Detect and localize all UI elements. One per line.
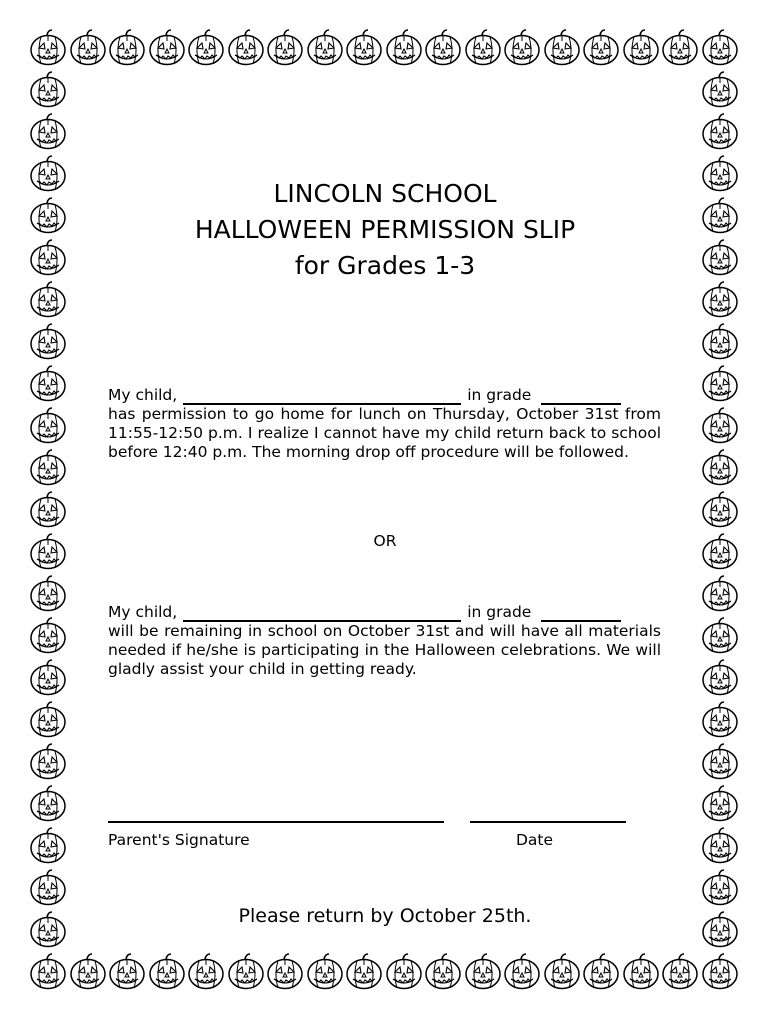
jack-o-lantern-icon — [542, 952, 582, 992]
jack-o-lantern-icon — [28, 70, 68, 110]
jack-o-lantern-icon — [28, 406, 68, 446]
jack-o-lantern-icon — [28, 28, 68, 68]
jack-o-lantern-icon — [700, 742, 740, 782]
lunch-option-paragraph — [108, 386, 661, 462]
grade-blank[interactable] — [541, 389, 621, 405]
jack-o-lantern-icon — [621, 952, 661, 992]
child-name-blank[interactable] — [183, 389, 461, 405]
jack-o-lantern-icon — [28, 490, 68, 530]
jack-o-lantern-icon — [384, 952, 424, 992]
stay-option-text: will be remaining in school on October 31st and will have all materials needed if he/she is participating in the Halloween celebrations. We will gladly assist your child in getting ready. — [108, 622, 661, 678]
jack-o-lantern-icon — [107, 952, 147, 992]
jack-o-lantern-icon — [344, 28, 384, 68]
jack-o-lantern-icon — [28, 616, 68, 656]
jack-o-lantern-icon — [28, 658, 68, 698]
grade-blank[interactable] — [541, 606, 621, 622]
jack-o-lantern-icon — [463, 28, 503, 68]
jack-o-lantern-icon — [502, 28, 542, 68]
jack-o-lantern-icon — [28, 742, 68, 782]
jack-o-lantern-icon — [621, 28, 661, 68]
jack-o-lantern-icon — [28, 448, 68, 488]
jack-o-lantern-icon — [344, 952, 384, 992]
parent-signature-line[interactable] — [108, 821, 444, 823]
return-deadline: Please return by October 25th. — [238, 905, 532, 927]
jack-o-lantern-icon — [542, 28, 582, 68]
jack-o-lantern-icon — [28, 868, 68, 908]
jack-o-lantern-icon — [463, 952, 503, 992]
jack-o-lantern-icon — [700, 700, 740, 740]
jack-o-lantern-icon — [700, 826, 740, 866]
jack-o-lantern-icon — [700, 322, 740, 362]
jack-o-lantern-icon — [28, 700, 68, 740]
grades-subtitle: for Grades 1-3 — [294, 251, 476, 280]
jack-o-lantern-icon — [700, 364, 740, 404]
grade-label: in grade — [467, 386, 532, 404]
stay-option-paragraph — [108, 603, 661, 679]
jack-o-lantern-icon — [700, 406, 740, 446]
jack-o-lantern-icon — [700, 280, 740, 320]
jack-o-lantern-icon — [581, 952, 621, 992]
parent-signature-label: Parent's Signature — [108, 831, 250, 849]
jack-o-lantern-icon — [226, 28, 266, 68]
jack-o-lantern-icon — [28, 826, 68, 866]
or-separator: OR — [373, 532, 397, 550]
jack-o-lantern-icon — [265, 28, 305, 68]
jack-o-lantern-icon — [581, 28, 621, 68]
jack-o-lantern-icon — [28, 364, 68, 404]
jack-o-lantern-icon — [423, 952, 463, 992]
child-label: My child, — [108, 386, 178, 404]
jack-o-lantern-icon — [28, 280, 68, 320]
jack-o-lantern-icon — [107, 28, 147, 68]
jack-o-lantern-icon — [186, 28, 226, 68]
jack-o-lantern-icon — [660, 28, 700, 68]
jack-o-lantern-icon — [68, 28, 108, 68]
jack-o-lantern-icon — [28, 322, 68, 362]
jack-o-lantern-icon — [700, 70, 740, 110]
child-grade-line — [108, 386, 661, 405]
jack-o-lantern-icon — [502, 952, 542, 992]
jack-o-lantern-icon — [700, 784, 740, 824]
date-line[interactable] — [470, 821, 626, 823]
jack-o-lantern-icon — [700, 658, 740, 698]
child-label: My child, — [108, 603, 178, 621]
jack-o-lantern-icon — [147, 28, 187, 68]
jack-o-lantern-icon — [68, 952, 108, 992]
grade-label: in grade — [467, 603, 532, 621]
jack-o-lantern-icon — [700, 574, 740, 614]
lunch-option-text: has permission to go home for lunch on Thursday, October 31st from 11:55-12:50 p.m. I realize I cannot have my child return back to school before 12:40 p.m. The morning drop off procedure will be followed. — [108, 405, 661, 461]
form-title: HALLOWEEN PERMISSION SLIP — [194, 215, 576, 244]
jack-o-lantern-icon — [265, 952, 305, 992]
jack-o-lantern-icon — [700, 952, 740, 992]
jack-o-lantern-icon — [423, 28, 463, 68]
jack-o-lantern-icon — [700, 616, 740, 656]
jack-o-lantern-icon — [305, 28, 345, 68]
jack-o-lantern-icon — [700, 490, 740, 530]
jack-o-lantern-icon — [660, 952, 700, 992]
jack-o-lantern-icon — [700, 448, 740, 488]
jack-o-lantern-icon — [28, 784, 68, 824]
jack-o-lantern-icon — [28, 574, 68, 614]
jack-o-lantern-icon — [28, 952, 68, 992]
child-grade-line — [108, 603, 661, 622]
jack-o-lantern-icon — [700, 28, 740, 68]
jack-o-lantern-icon — [186, 952, 226, 992]
jack-o-lantern-icon — [700, 868, 740, 908]
child-name-blank[interactable] — [183, 606, 461, 622]
date-label: Date — [516, 831, 554, 849]
jack-o-lantern-icon — [147, 952, 187, 992]
jack-o-lantern-icon — [700, 112, 740, 152]
jack-o-lantern-icon — [28, 112, 68, 152]
jack-o-lantern-icon — [384, 28, 424, 68]
jack-o-lantern-icon — [305, 952, 345, 992]
school-name: LINCOLN SCHOOL — [273, 179, 497, 208]
jack-o-lantern-icon — [226, 952, 266, 992]
